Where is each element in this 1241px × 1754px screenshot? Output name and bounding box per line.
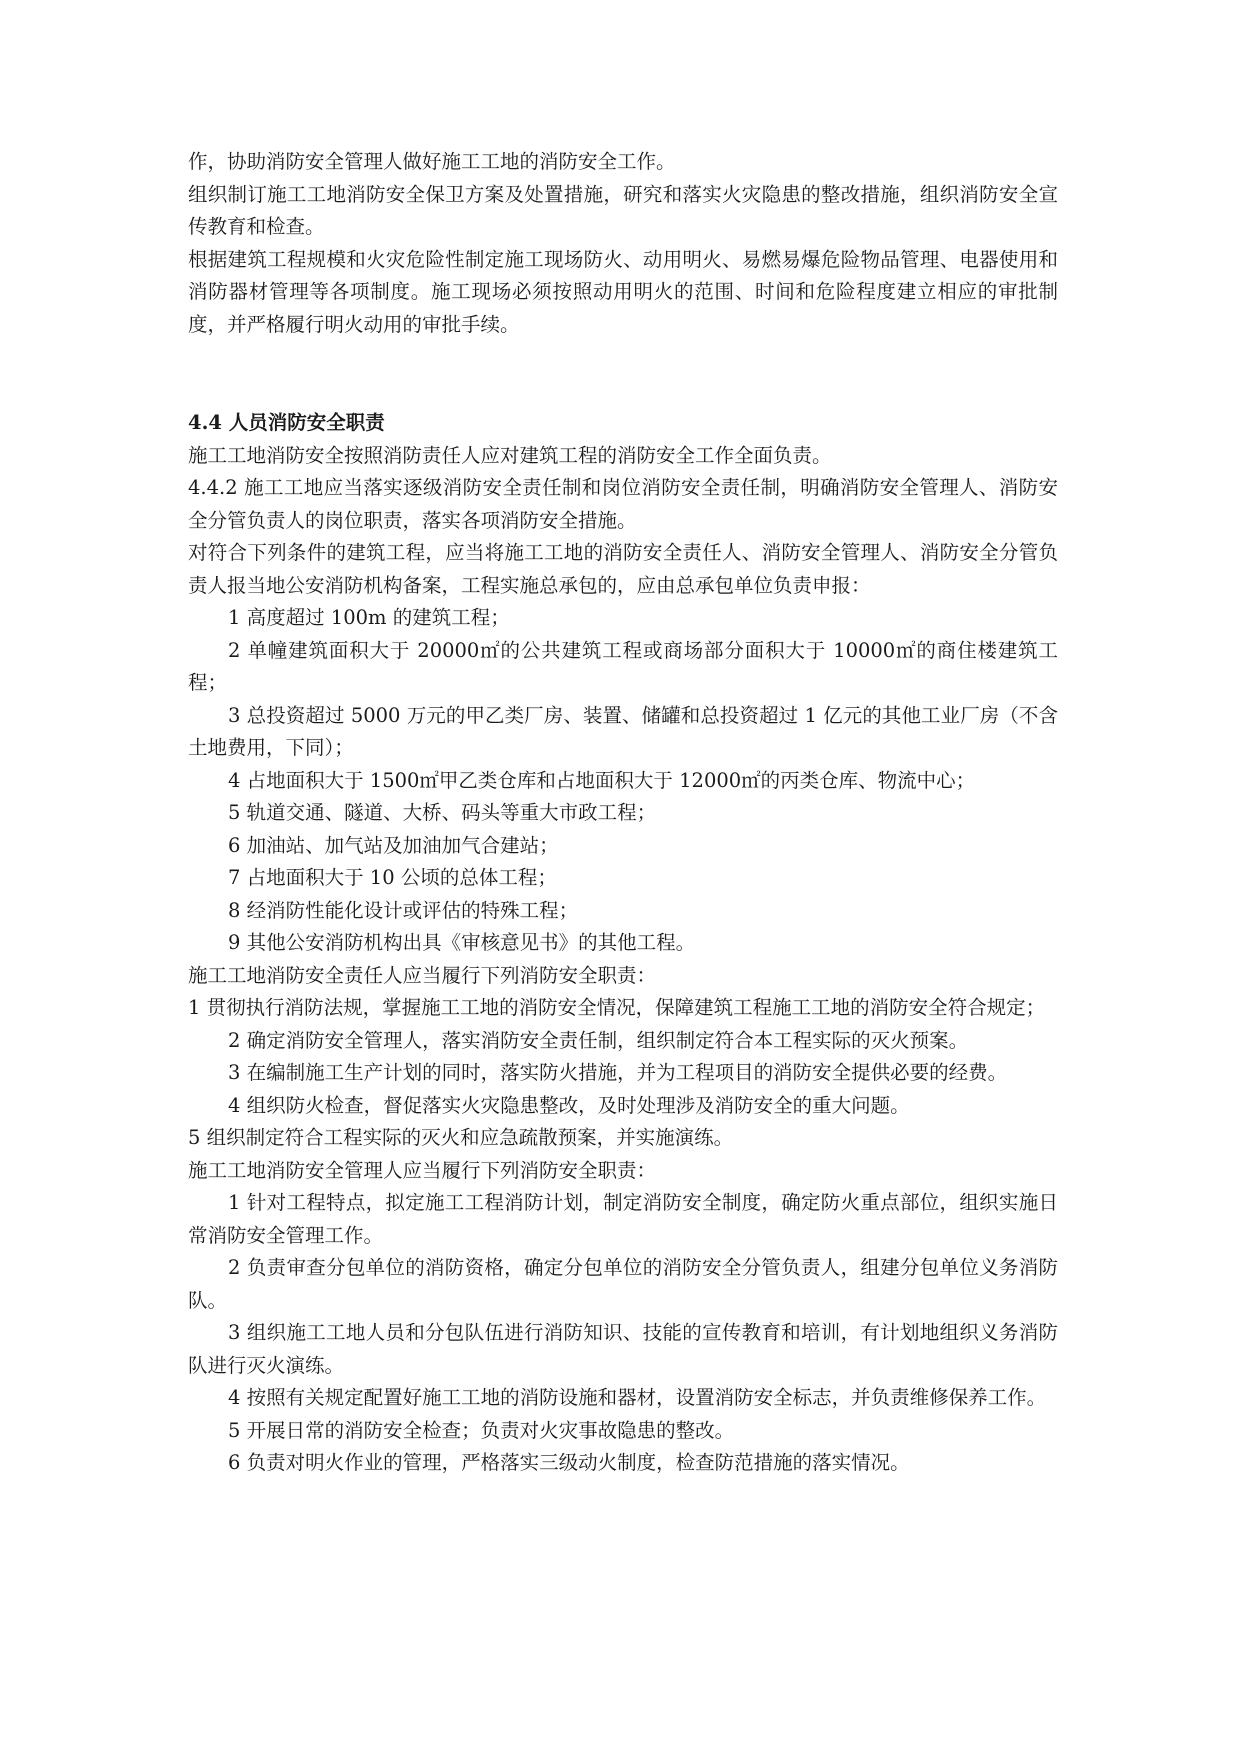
- list-item: 3 总投资超过 5000 万元的甲乙类厂房、装置、储罐和总投资超过 1 亿元的其他工业厂房（不含土地费用，下同）；: [188, 703, 1058, 759]
- list-item: 2 单幢建筑面积大于 20000㎡的公共建筑工程或商场部分面积大于 10000㎡的商住楼建筑工程；: [188, 638, 1058, 694]
- document-page: [188, 146, 1058, 1480]
- paragraph: 4.4.2 施工工地应当落实逐级消防安全责任制和岗位消防安全责任制，明确消防安全管理人、消防安全分管负责人的岗位职责，落实各项消防安全措施。: [188, 476, 1058, 532]
- paragraph: 作，协助消防安全管理人做好施工工地的消防安全工作。: [188, 150, 676, 173]
- spacer: [188, 341, 1058, 407]
- list-item: 8 经消防性能化设计或评估的特殊工程；: [228, 898, 579, 922]
- list-item: 3 在编制施工生产计划的同时，落实防火措施，并为工程项目的消防安全提供必要的经费。: [228, 1061, 1008, 1084]
- list-item: 9 其他公安消防机构出具《审核意见书》的其他工程。: [228, 931, 696, 954]
- list-item: 5 组织制定符合工程实际的灭火和应急疏散预案，并实施演练。: [188, 1126, 734, 1149]
- list-item: 1 贯彻执行消防法规，掌握施工工地的消防安全情况，保障建筑工程施工工地的消防安全符合规定；: [188, 996, 1046, 1019]
- list-item: 6 负责对明火作业的管理，严格落实三级动火制度，检查防范措施的落实情况。: [228, 1451, 910, 1474]
- list-item: 5 开展日常的消防安全检查；负责对火灾事故隐患的整改。: [228, 1418, 735, 1442]
- paragraph: 施工工地消防安全责任人应当履行下列消防安全职责：: [188, 963, 657, 987]
- section-heading: 4.4 人员消防安全职责: [188, 411, 385, 434]
- paragraph: 施工工地消防安全管理人应当履行下列消防安全职责：: [188, 1158, 657, 1182]
- list-item: 5 轨道交通、隧道、大桥、码头等重大市政工程；: [228, 801, 657, 824]
- list-item: 2 负责审查分包单位的消防资格，确定分包单位的消防安全分管负责人，组建分包单位义务消防队。: [188, 1256, 1058, 1312]
- paragraph: 组织制订施工工地消防安全保卫方案及处置措施，研究和落实火灾隐患的整改措施，组织消防安全宣传教育和检查。: [188, 182, 1058, 238]
- list-item: 6 加油站、加气站及加油加气合建站；: [228, 833, 559, 857]
- list-item: 7 占地面积大于 10 公顷的总体工程；: [228, 866, 557, 889]
- list-item: 2 确定消防安全管理人，落实消防安全责任制，组织制定符合本工程实际的灭火预案。: [228, 1028, 969, 1052]
- list-item: 1 高度超过 100m 的建筑工程；: [228, 606, 510, 629]
- list-item: 3 组织施工工地人员和分包队伍进行消防知识、技能的宣传教育和培训，有计划地组织义务消防队进行灭火演练。: [188, 1321, 1058, 1377]
- list-item: 1 针对工程特点，拟定施工工程消防计划，制定消防安全制度，确定防火重点部位，组织实施日常消防安全管理工作。: [188, 1191, 1058, 1247]
- paragraph: 施工工地消防安全按照消防责任人应对建筑工程的消防安全工作全面负责。: [188, 443, 832, 467]
- list-item: 4 按照有关规定配置好施工工地的消防设施和器材，设置消防安全标志，并负责维修保养工作。: [228, 1386, 1047, 1409]
- list-item: 4 占地面积大于 1500㎡甲乙类仓库和占地面积大于 12000㎡的丙类仓库、物流中心；: [228, 768, 976, 792]
- paragraph: 对符合下列条件的建筑工程，应当将施工工地的消防安全责任人、消防安全管理人、消防安全分管负责人报当地公安消防机构备案，工程实施总承包的，应由总承包单位负责申报：: [188, 541, 1058, 597]
- list-item: 4 组织防火检查，督促落实火灾隐患整改，及时处理涉及消防安全的重大问题。: [228, 1093, 910, 1117]
- paragraph: 根据建筑工程规模和火灾危险性制定施工现场防火、动用明火、易燃易爆危险物品管理、电器使用和消防器材管理等各项制度。施工现场必须按照动用明火的范围、时间和危险程度建立相应的审批制度，并严格履行明火动用的审批手续。: [188, 247, 1058, 336]
